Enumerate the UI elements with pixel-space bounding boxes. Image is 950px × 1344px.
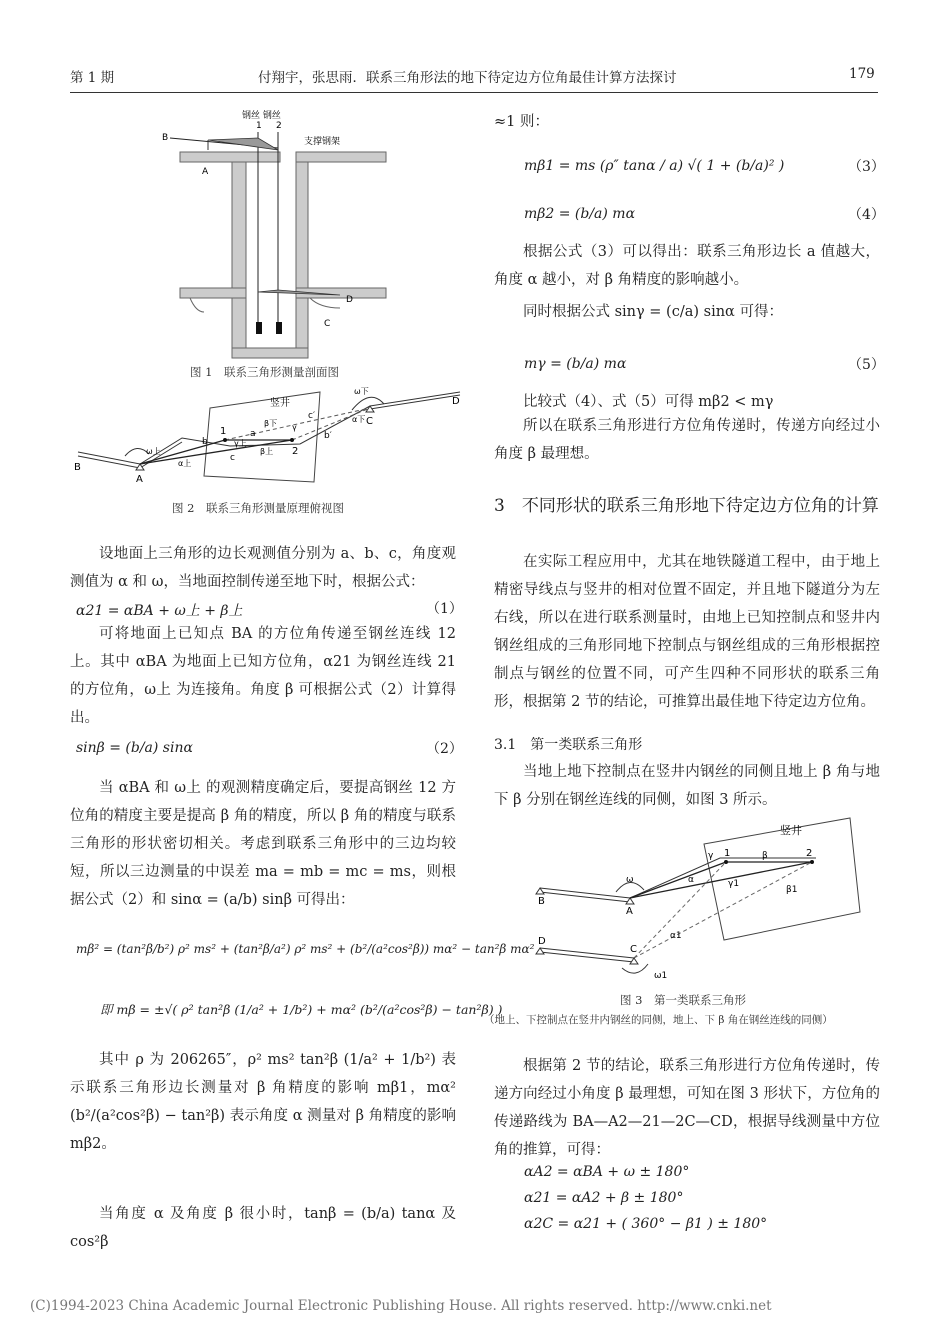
equation-1: α21 = αBA + ω上 + β上 [76,603,243,619]
fig2-shaft: 竖井 [270,398,290,409]
right-para-4: 所以在联系三角形进行方位角传递时，传递方向经过小角度 β 最理想。 [494,418,880,462]
fig3-C: C [630,944,637,955]
fig3-gamma-1: γ1 [728,879,740,889]
fig3-gamma: γ [708,851,714,861]
left-para-3: 当 αBA 和 ω上 的观测精度确定后，要提高钢丝 12 方位角的精度主要是提高 β 角的精度，所以 β 角的精度与联系三角形的形状密切相关。考虑到联系三角形中的三边均较短，所以三边测量的中误差 ma = mb = mc = ms，则根据公式（2）和 sinα = (a/b) sinβ 可得出： [70,780,456,908]
equation-1-number: （1） [426,601,463,617]
left-para-5: 当角度 α 及角度 β 很小时，tanβ = (b/a) tanα 及 cos²β [70,1206,456,1250]
fig3-D: D [538,936,546,947]
fig2-A: A [136,474,143,485]
figure-2-caption: 图 2 联系三角形测量原理俯视图 [172,501,344,515]
equation-alpha-21: α21 = αA2 + β ± 180° [524,1190,684,1206]
fig1-wire-1: 1 [256,121,262,131]
fig2-side-c: c [230,453,235,463]
right-para-3: 比较式（4）、式（5）可得 mβ2 < mγ [523,394,774,410]
figure-1-caption: 图 1 联系三角形测量剖面图 [190,365,339,379]
subsection-3-1-heading: 3.1 第一类联系三角形 [494,737,643,753]
equation-3-number: （3） [848,159,885,175]
figure-1 [160,110,390,362]
fig3-B: B [538,896,545,907]
fig2-omega-down: ω下 [354,387,369,396]
equation-5: mγ = (b/a) mα [524,356,627,372]
fig2-alpha-down: α下 [352,415,366,424]
right-para-7: 根据第 2 节的结论，联系三角形进行方位角传递时，传递方向经过小角度 β 最理想，可知在图 3 形状下，方位角的传递路线为 BA—A2—21—2C—CD，根据导线测量中方位角的推算，可得： [494,1058,880,1158]
equation-m-beta-squared: mβ² = (tan²β/b²) ρ² ms² + (tan²β/a²) ρ² ms² + (b²/(a²cos²β)) mα² − tan²β mα² [76,942,535,956]
figure-3-caption: 图 3 第一类联系三角形 [620,993,746,1007]
fig1-B: B [162,133,169,143]
equation-alpha-2C: α2C = α21 + ( 360° − β1 ) ± 180° [524,1216,768,1232]
figure-3 [530,812,870,988]
fig2-B: B [74,462,81,473]
fig3-point-2: 2 [806,848,813,859]
right-para-6: 当地上地下控制点在竖井内钢丝的同侧且地上 β 角与地下 β 分别在钢丝连线的同侧，如图 3 所示。 [494,764,880,808]
issue-number: 第 1 期 [70,70,115,86]
fig2-beta-down: β下 [264,419,278,428]
fig3-omega: ω [626,875,634,885]
header-rule [70,92,878,93]
right-para-5: 在实际工程应用中，尤其在地铁隧道工程中，由于地上精密导线点与竖井的相对位置不固定，并且地下隧道分为左右线，所以在进行联系测量时，由地上已知控制点和竖井内钢丝组成的三角形同地下控制点与钢丝组成的三角形根据控制点与钢丝的位置不同，可产生四种不同形状的联系三角形，根据第 2 节的结论，可推算出最佳地下待定边方位角。 [494,554,880,710]
fig3-shaft: 竖井 [780,824,802,837]
left-para-4: 其中 ρ 为 206265″，ρ² ms² tan²β (1/a² + 1/b²) 表示联系三角形边长测量对 β 角精度的影响 mβ1，mα² (b²/(a²cos²β) − tan²β) 表示角度 α 测量对 β 角精度的影响 mβ2。 [70,1052,456,1152]
equation-alpha-A2: αA2 = αBA + ω ± 180° [524,1164,690,1180]
fig2-gamma-up: γ上 [234,439,247,448]
fig2-point-2: 2 [292,446,299,457]
fig1-D: D [346,295,353,305]
fig1-wire-label: 钢丝 钢丝 [242,111,281,121]
equation-2-number: （2） [426,741,463,757]
fig1-A: A [202,167,209,177]
equation-m-beta: 即 mβ = ±√( ρ² tan²β (1/a² + 1/b²) + mα² (b²/(a²cos²β) − tan²β) ) [100,1002,503,1017]
right-para-0: ≈1 则： [494,114,549,130]
fig2-beta-up: β上 [260,447,274,456]
equation-4-number: （4） [848,207,885,223]
page-number: 179 [849,66,875,82]
equation-4: mβ2 = (b/a) mα [524,206,636,222]
right-para-2: 同时根据公式 sinγ = (c/a) sinα 可得： [523,304,783,320]
copyright-footer: (C)1994-2023 China Academic Journal Electronic Publishing House. All rights reserved. http://www.cnki.net [30,1298,772,1314]
fig2-side-b-prime: b′ [324,431,332,441]
equation-2: sinβ = (b/a) sinα [76,740,193,756]
fig3-alpha: α [688,875,694,885]
fig3-alpha-1: α1 [670,931,682,941]
fig2-alpha-up: α上 [178,459,192,468]
section-3-heading: 3 不同形状的联系三角形地下待定边方位角的计算 [494,496,879,516]
fig2-gamma: γ [292,423,297,432]
fig1-C: C [324,319,331,329]
fig2-omega-up: ω上 [146,447,161,456]
fig3-A: A [626,906,633,917]
fig1-support-label: 支撑钢架 [304,137,341,147]
figure-3-note: （地上、下控制点在竖井内钢丝的同侧，地上、下 β 角在钢丝连线的同侧） [484,1014,833,1026]
fig3-point-1: 1 [724,848,731,859]
running-title: 付翔宇，张思雨．联系三角形法的地下待定边方位角最佳计算方法探讨 [258,70,677,86]
left-para-2: 可将地面上已知点 BA 的方位角传递至钢丝连线 12 上。其中 αBA 为地面上已知方位角，α21 为钢丝连线 21 的方位角，ω上 为连接角。角度 β 可根据公式（2）计算得出。 [70,626,456,726]
right-para-1: 根据公式（3）可以得出：联系三角形边长 a 值越大，角度 α 越小，对 β 角精度的影响越小。 [494,244,880,288]
fig2-C: C [366,416,373,427]
fig2-D: D [452,396,460,407]
fig1-wire-2: 2 [276,121,282,131]
equation-3: mβ1 = ms (ρ″ tanα / a) √( 1 + (b/a)² ) [524,158,785,174]
fig2-side-b: b [202,437,208,447]
equation-5-number: （5） [848,357,885,373]
fig3-beta: β [762,851,768,861]
fig2-side-a: a [250,429,256,439]
fig2-side-c-prime: c′ [308,411,315,421]
fig2-point-1: 1 [220,426,227,437]
fig3-omega-1: ω1 [654,971,668,981]
left-para-1: 设地面上三角形的边长观测值分别为 a、b、c，角度观测值为 α 和 ω，当地面控制传递至地下时，根据公式： [70,546,456,590]
fig3-beta-1: β1 [786,885,798,895]
figure-2 [70,384,470,492]
